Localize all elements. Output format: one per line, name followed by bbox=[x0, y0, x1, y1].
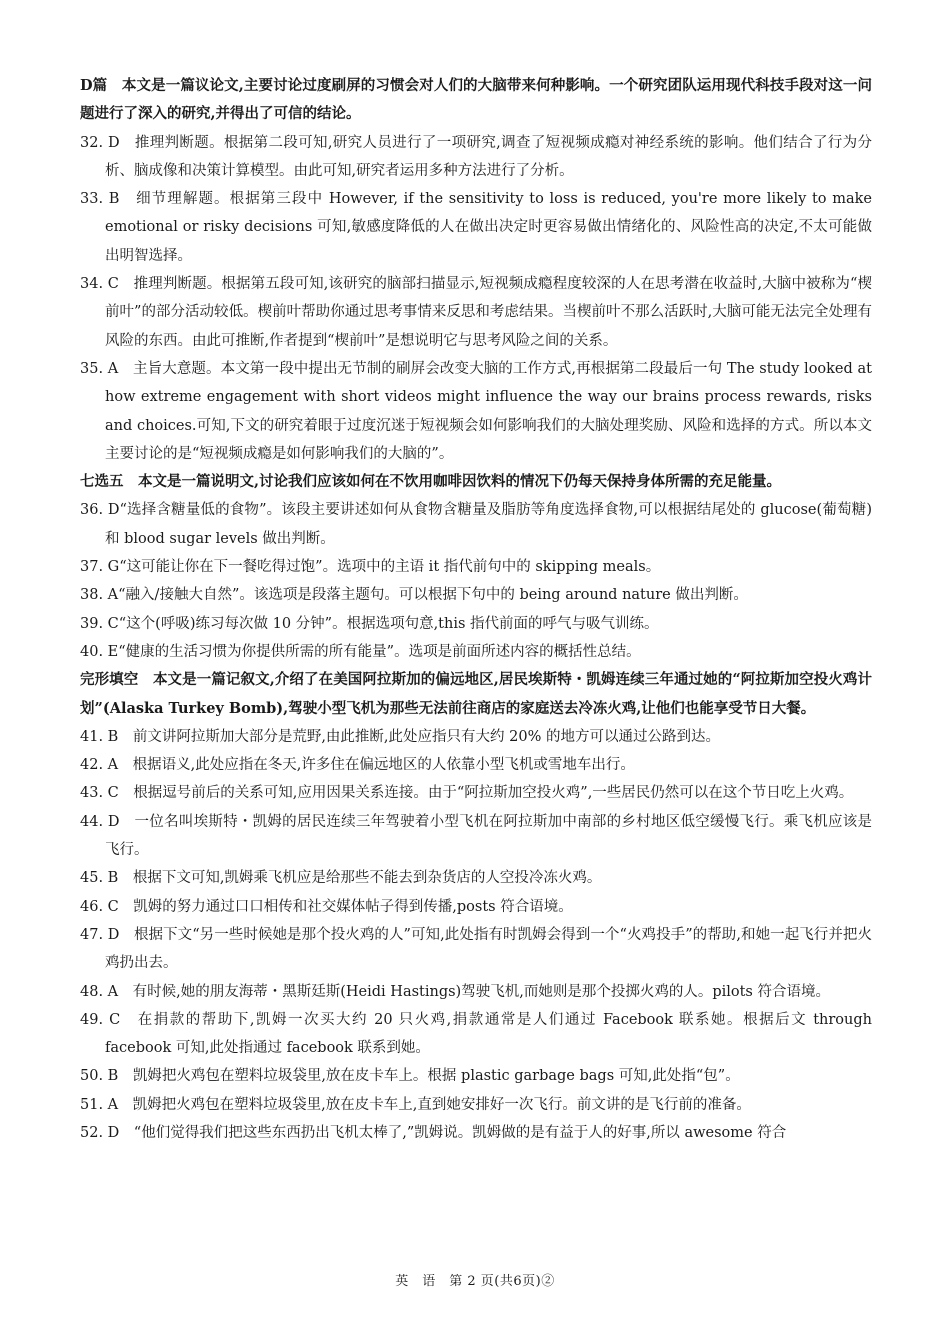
answer-item-32: 32. D 推理判断题。根据第二段可知,研究人员进行了一项研究,调查了短视频成瘾对神经系统的影响。他们结合了行为分析、脑成像和决策计算模型。由此可知,研究者运用多种方法进行了分析。 bbox=[80, 134, 872, 179]
answer-item-50: 50. B 凯姆把火鸡包在塑料垃圾袋里,放在皮卡车上。根据 plastic garbage bags 可知,此处指“包”。 bbox=[80, 1068, 740, 1085]
answer-item-48: 48. A 有时候,她的朋友海蒂・黑斯廷斯(Heidi Hastings)驾驶飞机,而她则是那个投掷火鸡的人。pilots 符合语境。 bbox=[80, 983, 830, 1000]
answer-item-46: 46. C 凯姆的努力通过口口相传和社交媒体帖子得到传播,posts 符合语境。 bbox=[80, 898, 573, 915]
answer-item-39: 39. C“这个(呼吸)练习每次做 10 分钟”。根据选项句意,this 指代前面的呼气与吸气训练。 bbox=[80, 615, 659, 632]
answer-item-43: 43. C 根据逗号前后的关系可知,应用因果关系连接。由于“阿拉斯加空投火鸡”,一些居民仍然可以在这个节日吃上火鸡。 bbox=[80, 785, 854, 802]
answer-item-37: 37. G“这可能让你在下一餐吃得过饱”。选项中的主语 it 指代前句中的 skipping meals。 bbox=[80, 559, 661, 576]
answer-item-33: 33. B 细节理解题。根据第三段中 However, if the sensitivity to loss is reduced, you're more likely to make emotional or risky decisions 可知,敏感度降低的人在做出决定时更容易做出情绪化的、风险性高的决定,不太可能做出明智选择。 bbox=[80, 191, 872, 264]
answer-document bbox=[80, 72, 872, 1147]
answer-item-45: 45. B 根据下文可知,凯姆乘飞机应是给那些不能去到杂货店的人空投冷冻火鸡。 bbox=[80, 870, 602, 887]
answer-item-36: 36. D“选择含糖量低的食物”。该段主要讲述如何从食物含糖量及脂肪等角度选择食物,可以根据结尾处的 glucose(葡萄糖)和 blood sugar levels 做出判断。 bbox=[80, 502, 872, 547]
section-seven-choose-five-heading: 七选五 本文是一篇说明文,讨论我们应该如何在不饮用咖啡因饮料的情况下仍每天保持身体所需的充足能量。 bbox=[80, 473, 782, 491]
section-d-heading: D篇 本文是一篇议论文,主要讨论过度刷屏的习惯会对人们的大脑带来何种影响。一个研究团队运用现代科技手段对这一问题进行了深入的研究,并得出了可信的结论。 bbox=[80, 77, 872, 123]
section-cloze-heading: 完形填空 本文是一篇记叙文,介绍了在美国阿拉斯加的偏远地区,居民埃斯特・凯姆连续三年通过她的“阿拉斯加空投火鸡计划”(Alaska Turkey Bomb),驾驶小型飞机为那些无法前往商店的家庭送去冷冻火鸡,让他们也能享受节日大餐。 bbox=[80, 671, 872, 717]
answer-item-49: 49. C 在捐款的帮助下,凯姆一次买大约 20 只火鸡,捐款通常是人们通过 Facebook 联系她。根据后文 through facebook 可知,此处指通过 facebook 联系到她。 bbox=[80, 1011, 872, 1057]
page-footer: 英 语 第 2 页(共6页)② bbox=[395, 1274, 555, 1289]
answer-item-47: 47. D 根据下文“另一些时候她是那个投火鸡的人”可知,此处指有时凯姆会得到一个“火鸡投手”的帮助,和她一起飞行并把火鸡扔出去。 bbox=[80, 926, 872, 972]
answer-item-34: 34. C 推理判断题。根据第五段可知,该研究的脑部扫描显示,短视频成瘾程度较深的人在思考潜在收益时,大脑中被称为“楔前叶”的部分活动较低。楔前叶帮助你通过思考事情来反思和考虑结果。当楔前叶不那么活跃时,大脑可能无法完全处理有风险的东西。由此可推断,作者提到“楔前叶”是想说明它与思考风险之间的关系。 bbox=[80, 276, 872, 349]
answer-item-35: 35. A 主旨大意题。本文第一段中提出无节制的刷屏会改变大脑的工作方式,再根据第二段最后一句 The study looked at how extreme engagement with short videos might influence the way our brains process rewards, risks and choices.可知,下文的研究着眼于过度沉迷于短视频会如何影响我们的大脑处理奖励、风险和选择的方式。所以本文主要讨论的是“短视频成瘾是如何影响我们的大脑的”。 bbox=[80, 360, 872, 462]
answer-item-41: 41. B 前文讲阿拉斯加大部分是荒野,由此推断,此处应指只有大约 20% 的地方可以通过公路到达。 bbox=[80, 728, 720, 745]
answer-item-40: 40. E“健康的生活习惯为你提供所需的所有能量”。选项是前面所述内容的概括性总结。 bbox=[80, 643, 641, 660]
answer-item-38: 38. A“融入/接触大自然”。该选项是段落主题句。可以根据下句中的 being around nature 做出判断。 bbox=[80, 587, 748, 604]
answer-item-51: 51. A 凯姆把火鸡包在塑料垃圾袋里,放在皮卡车上,直到她安排好一次飞行。前文讲的是飞行前的准备。 bbox=[80, 1096, 751, 1113]
answer-item-42: 42. A 根据语义,此处应指在冬天,许多住在偏远地区的人依靠小型飞机或雪地车出行。 bbox=[80, 757, 635, 774]
answer-item-44: 44. D 一位名叫埃斯特・凯姆的居民连续三年驾驶着小型飞机在阿拉斯加中南部的乡村地区低空缓慢飞行。乘飞机应该是飞行。 bbox=[80, 813, 872, 859]
answer-item-52: 52. D “他们觉得我们把这些东西扔出飞机太棒了,”凯姆说。凯姆做的是有益于人的好事,所以 awesome 符合 bbox=[80, 1124, 787, 1141]
